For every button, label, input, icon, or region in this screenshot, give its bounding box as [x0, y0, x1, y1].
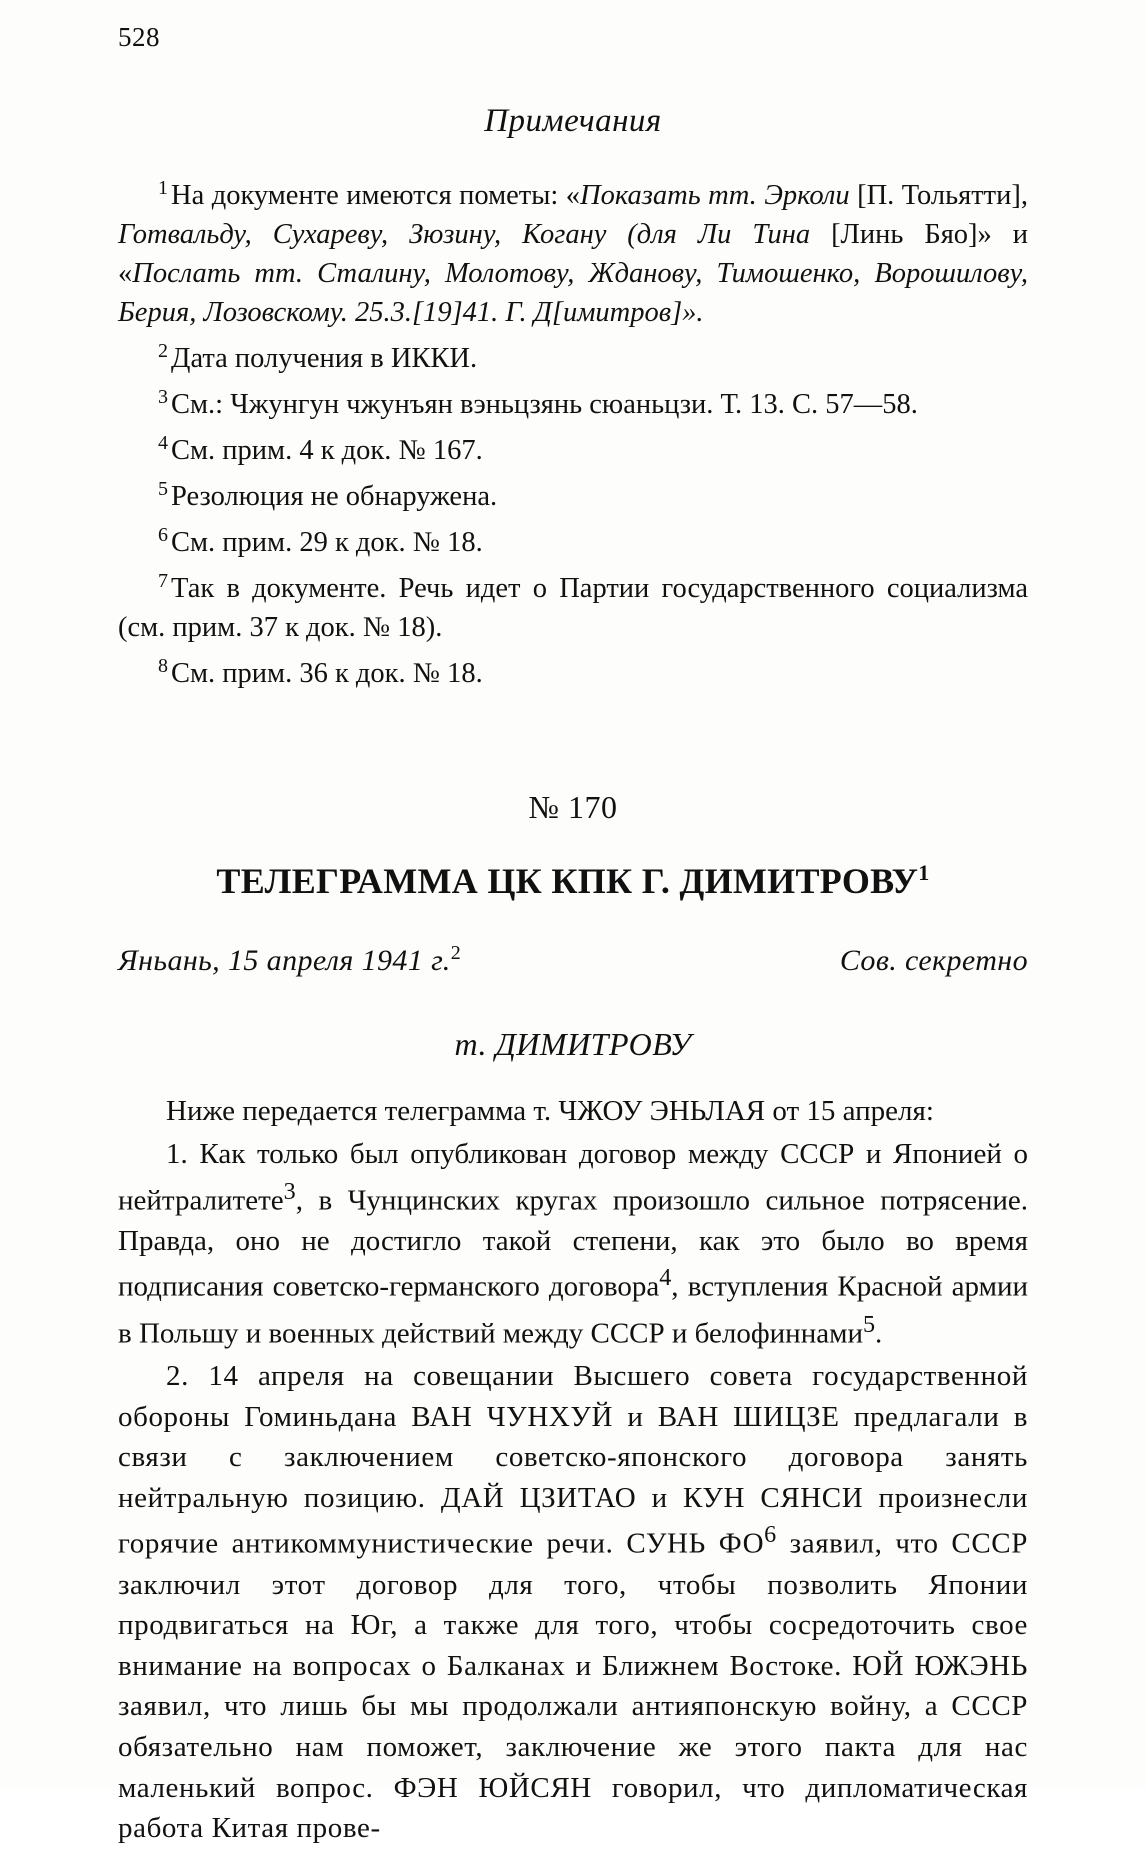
place-and-date	[118, 944, 461, 978]
note-item	[118, 385, 1028, 424]
note-text: См. прим. 36 к док. № 18.	[171, 658, 483, 690]
document-title-footnote-marker: 1	[918, 860, 930, 886]
document-body	[118, 1091, 1028, 1848]
document-title-text: ТЕЛЕГРАММА ЦК КПК Г. ДИМИТРОВУ	[216, 861, 919, 902]
note-number: 4	[158, 431, 168, 454]
note-item	[118, 431, 1028, 470]
notes-heading: Примечания	[484, 103, 662, 139]
body-paragraph: Ниже передается телеграмма т. ЧЖОУ ЭНЬЛАЯ от 15 апреля:	[166, 1095, 934, 1128]
note-text: Дата получения в ИККИ.	[171, 343, 478, 375]
note-number: 8	[158, 654, 168, 677]
note-number: 5	[158, 477, 168, 500]
page-number: 528	[118, 22, 160, 52]
place-date-footnote-marker: 2	[450, 942, 462, 965]
note-number: 1	[158, 176, 168, 199]
page-content	[118, 0, 1028, 1851]
note-text: См.: Чжунгун чжунъян вэньцзянь сюаньцзи. Т. 13. С. 57—58.	[171, 389, 918, 421]
addressee-line: т. ДИМИТРОВУ	[454, 1026, 692, 1063]
note-text: См. прим. 4 к док. № 167.	[171, 435, 483, 467]
note-text: См. прим. 29 к док. № 18.	[171, 527, 483, 559]
note-text: Резолюция не обнаружена.	[171, 481, 498, 513]
document-title	[118, 860, 1028, 902]
body-paragraph: 1. Как только был опубликован договор между СССР и Японией о нейтралитете$^3$, в Чунцинских кругах произошло сильное потрясение. Правда, оно не достигло такой степени, как это было во время подписания советско-германского договора$^4$, вступления Красной армии в Польшу и военных действий между СССР и белофиннами$^5$.	[118, 1137, 1028, 1350]
note-number: 2	[158, 339, 168, 362]
note-item	[118, 477, 1028, 516]
note-item	[118, 654, 1028, 693]
note-item	[118, 339, 1028, 378]
note-item	[118, 569, 1028, 647]
note-item	[118, 176, 1028, 332]
note-text: Так в документе. Речь идет о Партии государственного социализма (см. прим. 37 к док. № 18).	[118, 573, 1028, 644]
dateline	[118, 944, 1028, 978]
secrecy-label: Сов. секретно	[839, 944, 1028, 978]
document-number: № 170	[528, 789, 618, 826]
note-number: 6	[158, 523, 168, 546]
note-text: На документе имеются пометы: «Показать тт. Эрколи [П. Тольятти], Готвальду, Сухареву, Зюзину, Когану (для Ли Тина [Линь Бяо]» и «Послать тт. Сталину, Молотову, Жданову, Тимошенко, Ворошилову, Берия, Лозовскому. 25.3.[19]41. Г. Д[имитров]».	[118, 180, 1029, 329]
note-number: 7	[158, 569, 168, 592]
note-number: 3	[158, 385, 168, 408]
notes-list	[118, 176, 1028, 693]
body-paragraph: 2. 14 апреля на совещании Высшего совета государственной обороны Гоминьдана ВАН ЧУНХУЙ и ВАН ШИЦЗЕ предлагали в связи с заключением советско-японского договора занять нейтральную позицию. ДАЙ ЦЗИТАО и КУН СЯНСИ произнесли горячие антикоммунистические речи. СУНЬ $ФО^6$ заявил, что СССР заключил этот договор для того, чтобы позволить Японии продвигаться на Юг, а также для того, чтобы сосредоточить свое внимание на вопросах о Балканах и Ближнем Востоке. ЮЙ ЮЖЭНЬ заявил, что лишь бы мы продолжали антияпонскую войну, а СССР обязательно нам поможет, заключение же этого пакта для нас маленький вопрос. ФЭН ЮЙСЯН говорил, что дипломатическая работа Китая прове-	[118, 1359, 1028, 1845]
note-item	[118, 523, 1028, 562]
place-date-text: Яньань, 15 апреля 1941 г.	[118, 944, 451, 978]
